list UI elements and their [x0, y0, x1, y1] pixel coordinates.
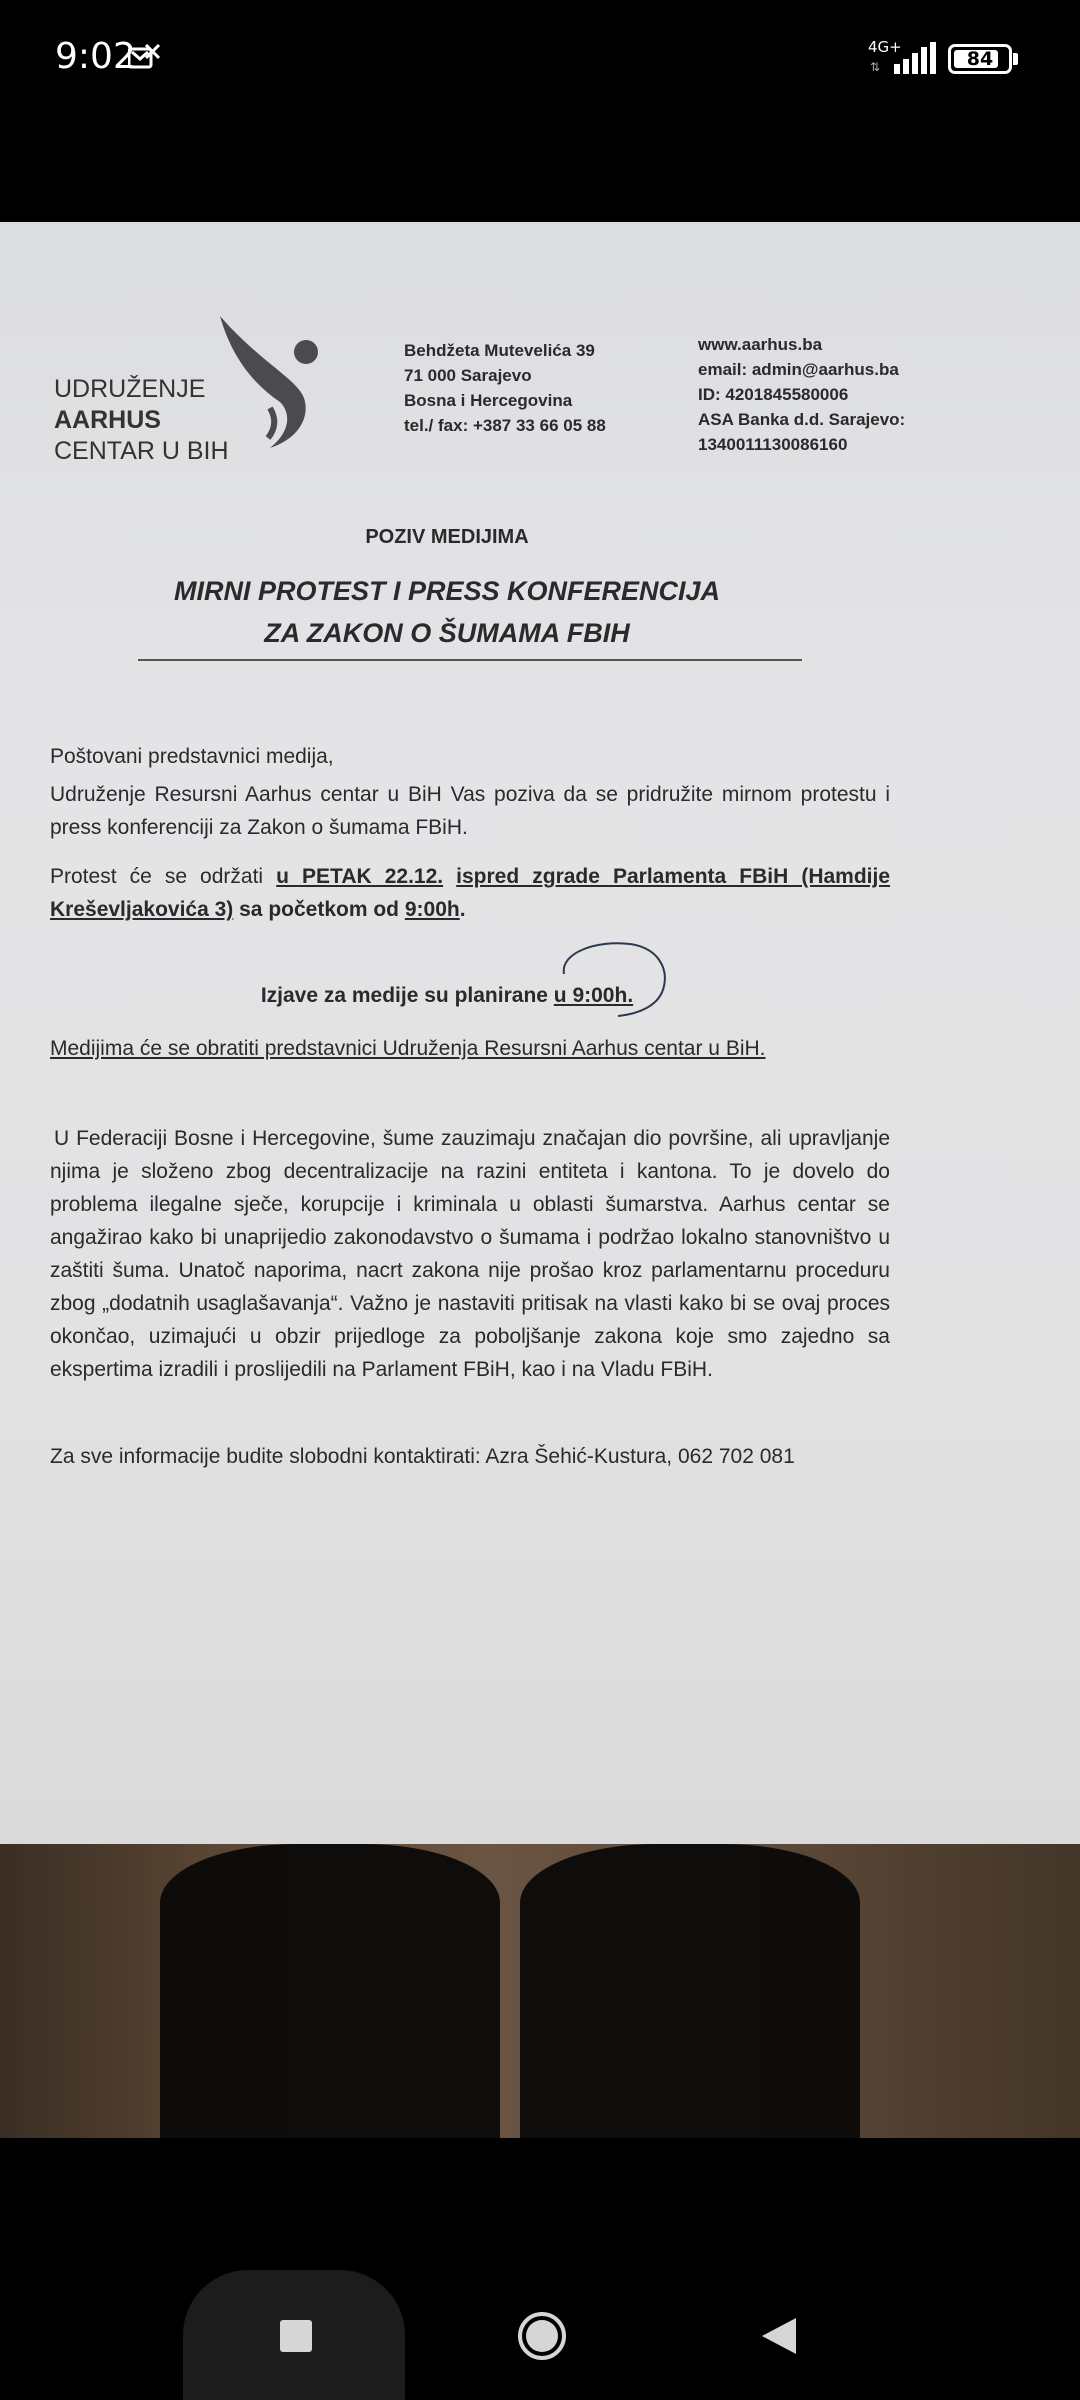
handwritten-circle-mark: [558, 940, 670, 1018]
data-activity-icon: ⇅: [870, 60, 881, 74]
status-bar: [0, 0, 1080, 120]
statements-time: u 9:00h.: [553, 984, 634, 1007]
battery-icon: [948, 44, 1012, 74]
clock: 9:02: [55, 36, 136, 77]
headline-line-2: ZA ZAKON O ŠUMAMA FBIH: [264, 618, 630, 648]
statements-line: [0, 984, 894, 1008]
logo-line-3: CENTAR U BIH: [54, 437, 229, 465]
headline-divider: [138, 659, 802, 661]
speakers-line: Medijima će se obratiti predstavnici Udruženja Resursni Aarhus centar u BiH.: [50, 1037, 766, 1060]
intro-paragraph: Udruženje Resursni Aarhus centar u BiH Vas poziva da se pridružite mirnom protestu i press konferenciji za Zakon o šumama FBiH.: [50, 783, 890, 839]
address-street: Behdžeta Mutevelića 39: [404, 341, 595, 360]
contact-account: 1340011130086160: [698, 435, 848, 454]
dark-shadow-right: [520, 1844, 860, 2138]
dark-shadow-left: [160, 1844, 500, 2138]
contact-bank: ASA Banka d.d. Sarajevo:: [698, 410, 906, 429]
logo-line-2: AARHUS: [54, 406, 161, 434]
protest-text-1: Protest će se održati: [50, 865, 277, 888]
protest-date: u PETAK 22.12.: [276, 865, 444, 888]
contact-email: email: admin@aarhus.ba: [698, 360, 899, 379]
address-country: Bosna i Hercegovina: [404, 391, 573, 410]
battery-percent: 84: [966, 48, 994, 70]
doc-label: POZIV MEDIJIMA: [365, 526, 529, 548]
navigation-bar: [0, 2138, 1080, 2400]
battery-tip: [1013, 53, 1018, 65]
address-phone: tel./ fax: +387 33 66 05 88: [404, 416, 606, 435]
protest-location: ispred zgrade Parlamenta FBiH (Hamdije Kreševljakovića 3): [50, 865, 891, 921]
contact-line: Za sve informacije budite slobodni kontaktirati: Azra Šehić-Kustura, 062 702 081: [50, 1445, 795, 1468]
headline-line-1: MIRNI PROTEST I PRESS KONFERENCIJA: [173, 576, 721, 606]
paper-sheet: [0, 222, 1080, 1844]
recents-square-icon[interactable]: [280, 2320, 312, 2352]
doc-headline: [0, 570, 894, 654]
contact-website: www.aarhus.ba: [698, 335, 823, 354]
protest-paragraph: [50, 860, 890, 926]
back-triangle-icon[interactable]: [760, 2316, 798, 2356]
greeting: Poštovani predstavnici medija,: [50, 745, 334, 768]
document-photo: [0, 222, 1080, 2138]
org-address: [404, 338, 606, 438]
signal-strength-icon: [894, 42, 938, 74]
notification-icon: [128, 44, 160, 70]
org-logo-text: [54, 374, 229, 467]
network-type: 4G+: [868, 38, 902, 56]
address-city: 71 000 Sarajevo: [404, 366, 532, 385]
protest-time: 9:00h: [404, 898, 460, 921]
logo-line-1: UDRUŽENJE: [54, 375, 206, 403]
body-paragraph: U Federaciji Bosne i Hercegovine, šume zauzimaju značajan dio površine, ali upravljanje njima je složeno zbog decentralizacije na razini entiteta i kantona. To je dovelo do problema ilegalne sječe, korupcije i kriminala u oblasti šumarstva. Aarhus centar se angažirao kako bi unaprijedio zakonodavstvo o šumama i podržao lokalno stanovništvo u zaštiti šuma. Unatoč naporima, nacrt zakona nije prošao kroz parlamentarnu proceduru zbog „dodatnih usaglašavanja“. Važno je nastaviti pritisak na vlasti kako bi se ovaj proces okončao, uzimajući u obzir prijedloge za poboljšanje zakona koje smo zajedno sa ekspertima izradili i proslijedili na Parlament FBiH, kao i na Vladu FBiH.: [50, 1127, 890, 1381]
statements-prefix: Izjave za medije su planirane: [260, 984, 554, 1007]
aarhus-logo-icon: [210, 312, 330, 452]
home-circle-icon[interactable]: [516, 2310, 568, 2362]
protest-text-2: sa početkom od: [233, 898, 405, 921]
protest-space: [443, 865, 456, 888]
protest-period: .: [459, 898, 466, 921]
org-contact: [698, 332, 905, 457]
contact-id: ID: 4201845580006: [698, 385, 849, 404]
